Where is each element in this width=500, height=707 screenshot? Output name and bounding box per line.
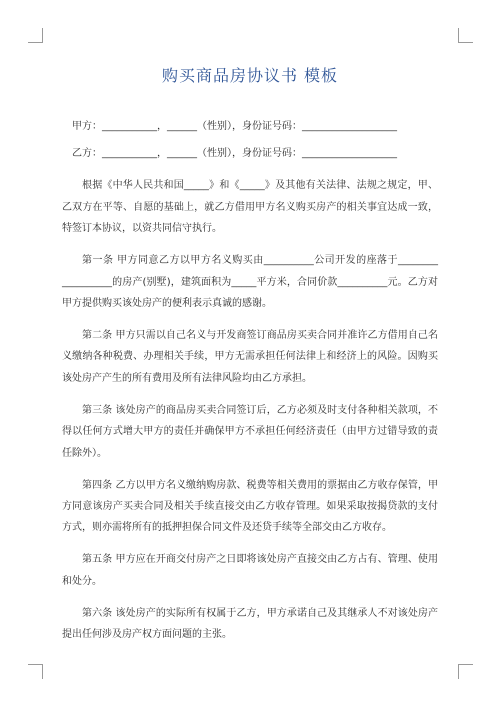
crop-mark-bottom-right <box>458 664 473 679</box>
crop-mark-top-left <box>28 28 43 43</box>
article-1-paragraph: 第一条 甲方同意乙方以甲方名义购买由__________公司开发的座落于________ __________的房产(别墅)，建筑面积为_____平方米，合同价款__________元。乙方对甲方提供购买该处房产的便利表示真诚的感谢。 <box>62 255 438 310</box>
party-a-line: 甲方：___________，______（性别），身份证号码：___________________ <box>72 121 397 132</box>
party-b-line: 乙方：___________，______（性别），身份证号码：___________________ <box>72 148 397 160</box>
crop-mark-bottom-left <box>28 664 43 679</box>
article-5-paragraph: 第五条 甲方应在开商交付房产之日即将该处房产直接交由乙方占有、管理、使用和处分。 <box>62 554 438 587</box>
article-2-paragraph: 第二条 甲方只需以自己名义与开发商签订商品房买卖合同并准许乙方借用自己名义缴纳各种税费、办理相关手续，甲方无需承担任何法律上和经济上的风险。因购买该处房产产生的所有费用及所有法律风险均由乙方承担。 <box>62 330 438 384</box>
article-6-paragraph: 第六条 该处房产的实际所有权属于乙方，甲方承诺自己及其继承人不对该处房产提出任何涉及房产权方面问题的主张。 <box>62 607 438 641</box>
article-4-paragraph: 第四条 乙方以甲方名义缴纳购房款、税费等相关费用的票据由乙方收存保管，甲方同意该房产买卖合同及相关手续直接交由乙方收存管理。如果采取按揭贷款的支付方式，则亦需将所有的抵押担保合同文件及还贷手续等全部交由乙方收存。 <box>62 479 438 534</box>
document-title: 购买商品房协议书 模板 <box>161 66 339 85</box>
crop-mark-top-right <box>458 28 473 43</box>
document-body <box>62 116 438 646</box>
article-3-paragraph: 第三条 该处房产的商品房买卖合同签订后，乙方必须及时支付各种相关款项，不得以任何方式增大甲方的责任并确保甲方不承担任何经济责任（由甲方过错导致的责任除外）。 <box>62 404 438 459</box>
preamble-paragraph: 根据《中华人民共和国_____》和《_____》及其他有关法律、法规之规定，甲、乙双方在平等、自愿的基础上，就乙方借用甲方名义购买房产的相关事宜达成一致，特签订本协议，以资共同信守执行。 <box>62 180 438 235</box>
